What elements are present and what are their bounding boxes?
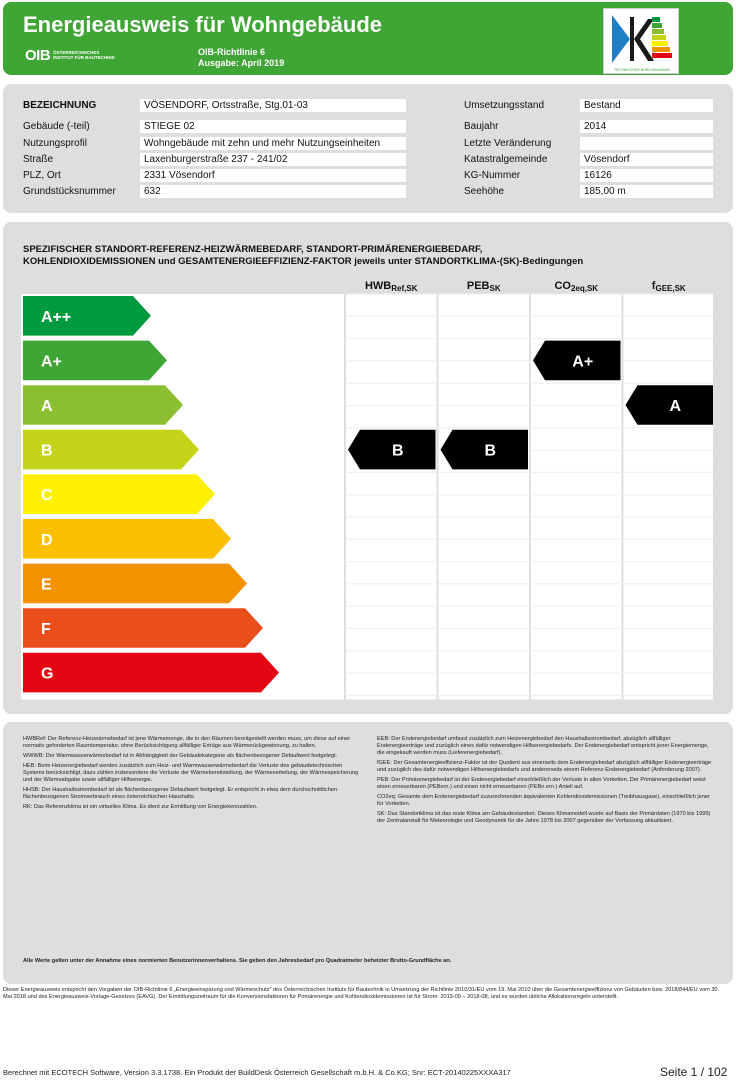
software-credit: Berechnet mit ECOTECH Software, Version 3.3.1738. Ein Produkt der BuildDesk Österreich Gesellschaft m.b.H. & Co.KG; Snr: ECT-20140225XXXA317 — [3, 1068, 511, 1077]
label-plz-ort: PLZ, Ort — [23, 170, 61, 181]
definition-hwb: HWBRef: Der Referenz-Heizwärmebedarf ist jene Wärmemenge, die in den Räumen bereitgestellt werden muss, um diese auf einer normativ geforderten Raumtemperatur, ohne Berücksichtigung allfälliger Erträge aus Wärmerückgewinnung, zu halten. — [23, 736, 351, 749]
label-strasse: Straße — [23, 154, 54, 165]
label-kg-nummer: KG-Nummer — [464, 170, 521, 181]
oib-logo — [25, 44, 115, 66]
rating-label-0: B — [391, 442, 404, 460]
class-label-A+: A+ — [41, 353, 62, 371]
value-strasse: Laxenburgerstraße 237 - 241/02 — [140, 153, 406, 166]
class-label-D: D — [41, 531, 53, 549]
class-arrow-D — [23, 519, 231, 559]
definition-wwwb: WWWB: Der Warmwasserwärmebedarf ist in Abhängigkeit der Gebäudekategorie als flächenbezogener Defaultwert festgelegt. — [23, 753, 338, 759]
guideline-info — [198, 47, 284, 69]
chart-heading: SPEZIFISCHER STANDORT-REFERENZ-HEIZWÄRMEBEDARF, STANDORT-PRIMÄRENERGIEBEDARF, KOHLENDIOXIDEMISSIONEN und GESAMTENERGIEEFFIZIENZ-FAKTOR jeweils unter STANDORTKLIMA-(SK)-Bedingungen — [23, 244, 584, 267]
definition-fgee: fGEE: Der Gesamtenergieeffizienz-Faktor ist der Quotient aus einerseits dem Endenergiebedarf abzüglich allfälliger Endenergieerträge und zuzüglich des dafür notwendigen Hilfsenergiebedarfs und andererseits einem Referenz-Endenergiebedarf (Anforderung 2007). — [377, 760, 712, 773]
definition-heb: HEB: Beim Heizenergiebedarf werden zusätzlich zum Heiz- und Warmwasserwärmebedarf die Verluste des gebäudetechnischen Systems berücksichtigt, dazu zählen insbesondere die Verluste der Wärmebereitstellung, der Wärmeverteilung, der Wärmespeicherung und der Wärmeabgabe sowie allfälliger Hilfsenergie. — [23, 763, 359, 783]
definition-rk: RK: Das Referenzklima ist ein virtuelles Klima. Es dient zur Ermittlung von Energiekennzahlen. — [23, 804, 258, 810]
header-bar — [3, 2, 733, 75]
definitions-note: Alle Werte gelten unter der Annahme eines normierten Benutzerinnenverhaltens. Sie geben den Jahresbedarf pro Quadratmeter beheizter Brutto-Grundfläche an. — [23, 958, 452, 964]
label-grundstuecksnummer: Grundstücksnummer — [23, 186, 116, 197]
energy-rating-panel — [3, 222, 733, 714]
class-label-A++: A++ — [41, 308, 72, 326]
building-info-panel — [3, 84, 733, 213]
definitions-left — [23, 736, 363, 814]
rating-label-2: A+ — [572, 353, 594, 371]
document-title: Energieausweis für Wohngebäude — [23, 12, 382, 37]
rating-label-3: A — [669, 398, 682, 415]
value-bezeichnung: VÖSENDORF, Ortsstraße, Stg.01-03 — [140, 99, 406, 112]
definition-peb: PEB: Der Primärenergiebedarf ist der Endenergiebedarf einschließlich der Verluste in allen Vorketten. Der Primärenergiebedarf weist einen erneuerbaren (PEBern.) und einen nicht erneuerbaren (PEBn.ern.) Anteil auf. — [377, 777, 706, 790]
label-letzte-veraenderung: Letzte Veränderung — [464, 138, 552, 149]
value-grundstuecksnummer: 632 — [140, 185, 406, 198]
seal-icon — [604, 9, 680, 75]
column-header-2: CO2eq,SK — [554, 280, 599, 293]
class-label-G: G — [41, 665, 54, 683]
label-seehoehe: Seehöhe — [464, 186, 505, 197]
definition-sk: SK: Das Standortklima ist das reale Klima am Gebäudestandort. Dieses Klimamodell wurde auf Basis der Primärdaten (1970 bis 1999) der Zentralanstalt für Meteorologie und Geodynamik für die Jahre 1978 bis 2007 gegenüber der Vorfassung aktualisiert. — [377, 811, 711, 824]
label-baujahr: Baujahr — [464, 121, 499, 132]
energy-label-seal-logo — [603, 8, 679, 74]
class-arrow-E — [23, 564, 247, 604]
footer-legal-text: Dieser Energieausweis entspricht den Vorgaben der OIB-Richtlinie 6 „Energieeinsparung und Wärmeschutz" des Österreichischen Instituts für Bautechnik in Umsetzung der Richtlinie 2010/31/EU vom 19. Mai 2010 über die Gesamtenergieeffizienz von Gebäuden bzw. 2018/844/EU vom 30. Mai 2018 und des Energieausweis-Vorlage-Gesetzes (EAVG). Der Ermittlungszeitraum für die Konversionsfaktoren für Primärenergie und Kohlendioxidemissionen ist für Strom: 2013-09 – 2018-08, und es wurden übliche Allokationsregeln unterstellt. — [3, 987, 720, 1000]
value-umsetzungsstand: Bestand — [580, 99, 713, 112]
class-label-E: E — [41, 576, 52, 594]
class-label-B: B — [41, 442, 53, 460]
guideline-edition: Ausgabe: April 2019 — [198, 58, 285, 68]
rating-label-1: B — [484, 442, 497, 460]
label-nutzungsprofil: Nutzungsprofil — [23, 138, 87, 149]
value-letzte-veraenderung — [580, 137, 713, 150]
value-katastralgemeinde: Vösendorf — [580, 153, 713, 166]
value-gebaeude: STIEGE 02 — [140, 120, 406, 133]
definition-co2eq: CO2eq: Gesamte dem Endenergiebedarf zuzurechnenden äquivalenten Kohlendioxidemissionen (Treibhausgase), einschließlich jener für Vorketten. — [377, 794, 710, 807]
value-seehoehe: 185,00 m — [580, 185, 713, 198]
label-umsetzungsstand: Umsetzungsstand — [464, 100, 545, 111]
column-header-1: PEBSK — [466, 280, 501, 293]
definition-hhsb: HHSB: Der Haushaltsstrombedarf ist als flächenbezogener Defaultwert festgelegt. Er entspricht in etwa dem durchschnittlichen flächenbezogenen Stromverbrauch eines österreichischen Haushalts. — [23, 787, 338, 800]
class-label-F: F — [41, 621, 51, 638]
class-label-A: A — [41, 398, 53, 415]
definitions-right — [377, 736, 717, 828]
energy-rating-chart — [3, 222, 733, 714]
svg-text:TECHNISCHES BÜRO BAUMANN: TECHNISCHES BÜRO BAUMANN — [613, 68, 671, 72]
oib-logo-mark: OIB — [25, 46, 51, 64]
value-kg-nummer: 16126 — [580, 169, 713, 182]
column-header-0: HWBRef,SK — [364, 280, 418, 293]
label-gebaeude: Gebäude (-teil) — [23, 121, 90, 132]
value-nutzungsprofil: Wohngebäude mit zehn und mehr Nutzungseinheiten — [140, 137, 406, 150]
column-header-3: fGEE,SK — [651, 280, 686, 293]
oib-logo-text: ÖSTERREICHISCHES INSTITUT FÜR BAUTECHNIK — [53, 50, 115, 60]
class-label-C: C — [41, 487, 53, 505]
class-arrow-G — [23, 653, 279, 693]
class-arrow-F — [23, 608, 263, 648]
value-plz-ort: 2331 Vösendorf — [140, 169, 406, 182]
value-baujahr: 2014 — [580, 120, 713, 133]
definitions-panel — [3, 722, 733, 984]
label-bezeichnung: BEZEICHNUNG — [23, 100, 97, 111]
page-number: Seite 1 / 102 — [660, 1065, 728, 1079]
guideline-name: OIB-Richtlinie 6 — [198, 47, 266, 57]
definition-eeb: EEB: Der Endenergiebedarf umfasst zusätzlich zum Heizenergiebedarf den Haushaltsstrombedarf, abzüglich allfälliger Endenergieerträge und zuzüglich eines dafür notwendigen Hilfsenergiebedarfs. Der Endenergiebedarf entspricht jener Energiemenge, die eingekauft werden muss (Lieferenergiebedarf). — [377, 736, 709, 756]
label-katastralgemeinde: Katastralgemeinde — [464, 154, 548, 165]
